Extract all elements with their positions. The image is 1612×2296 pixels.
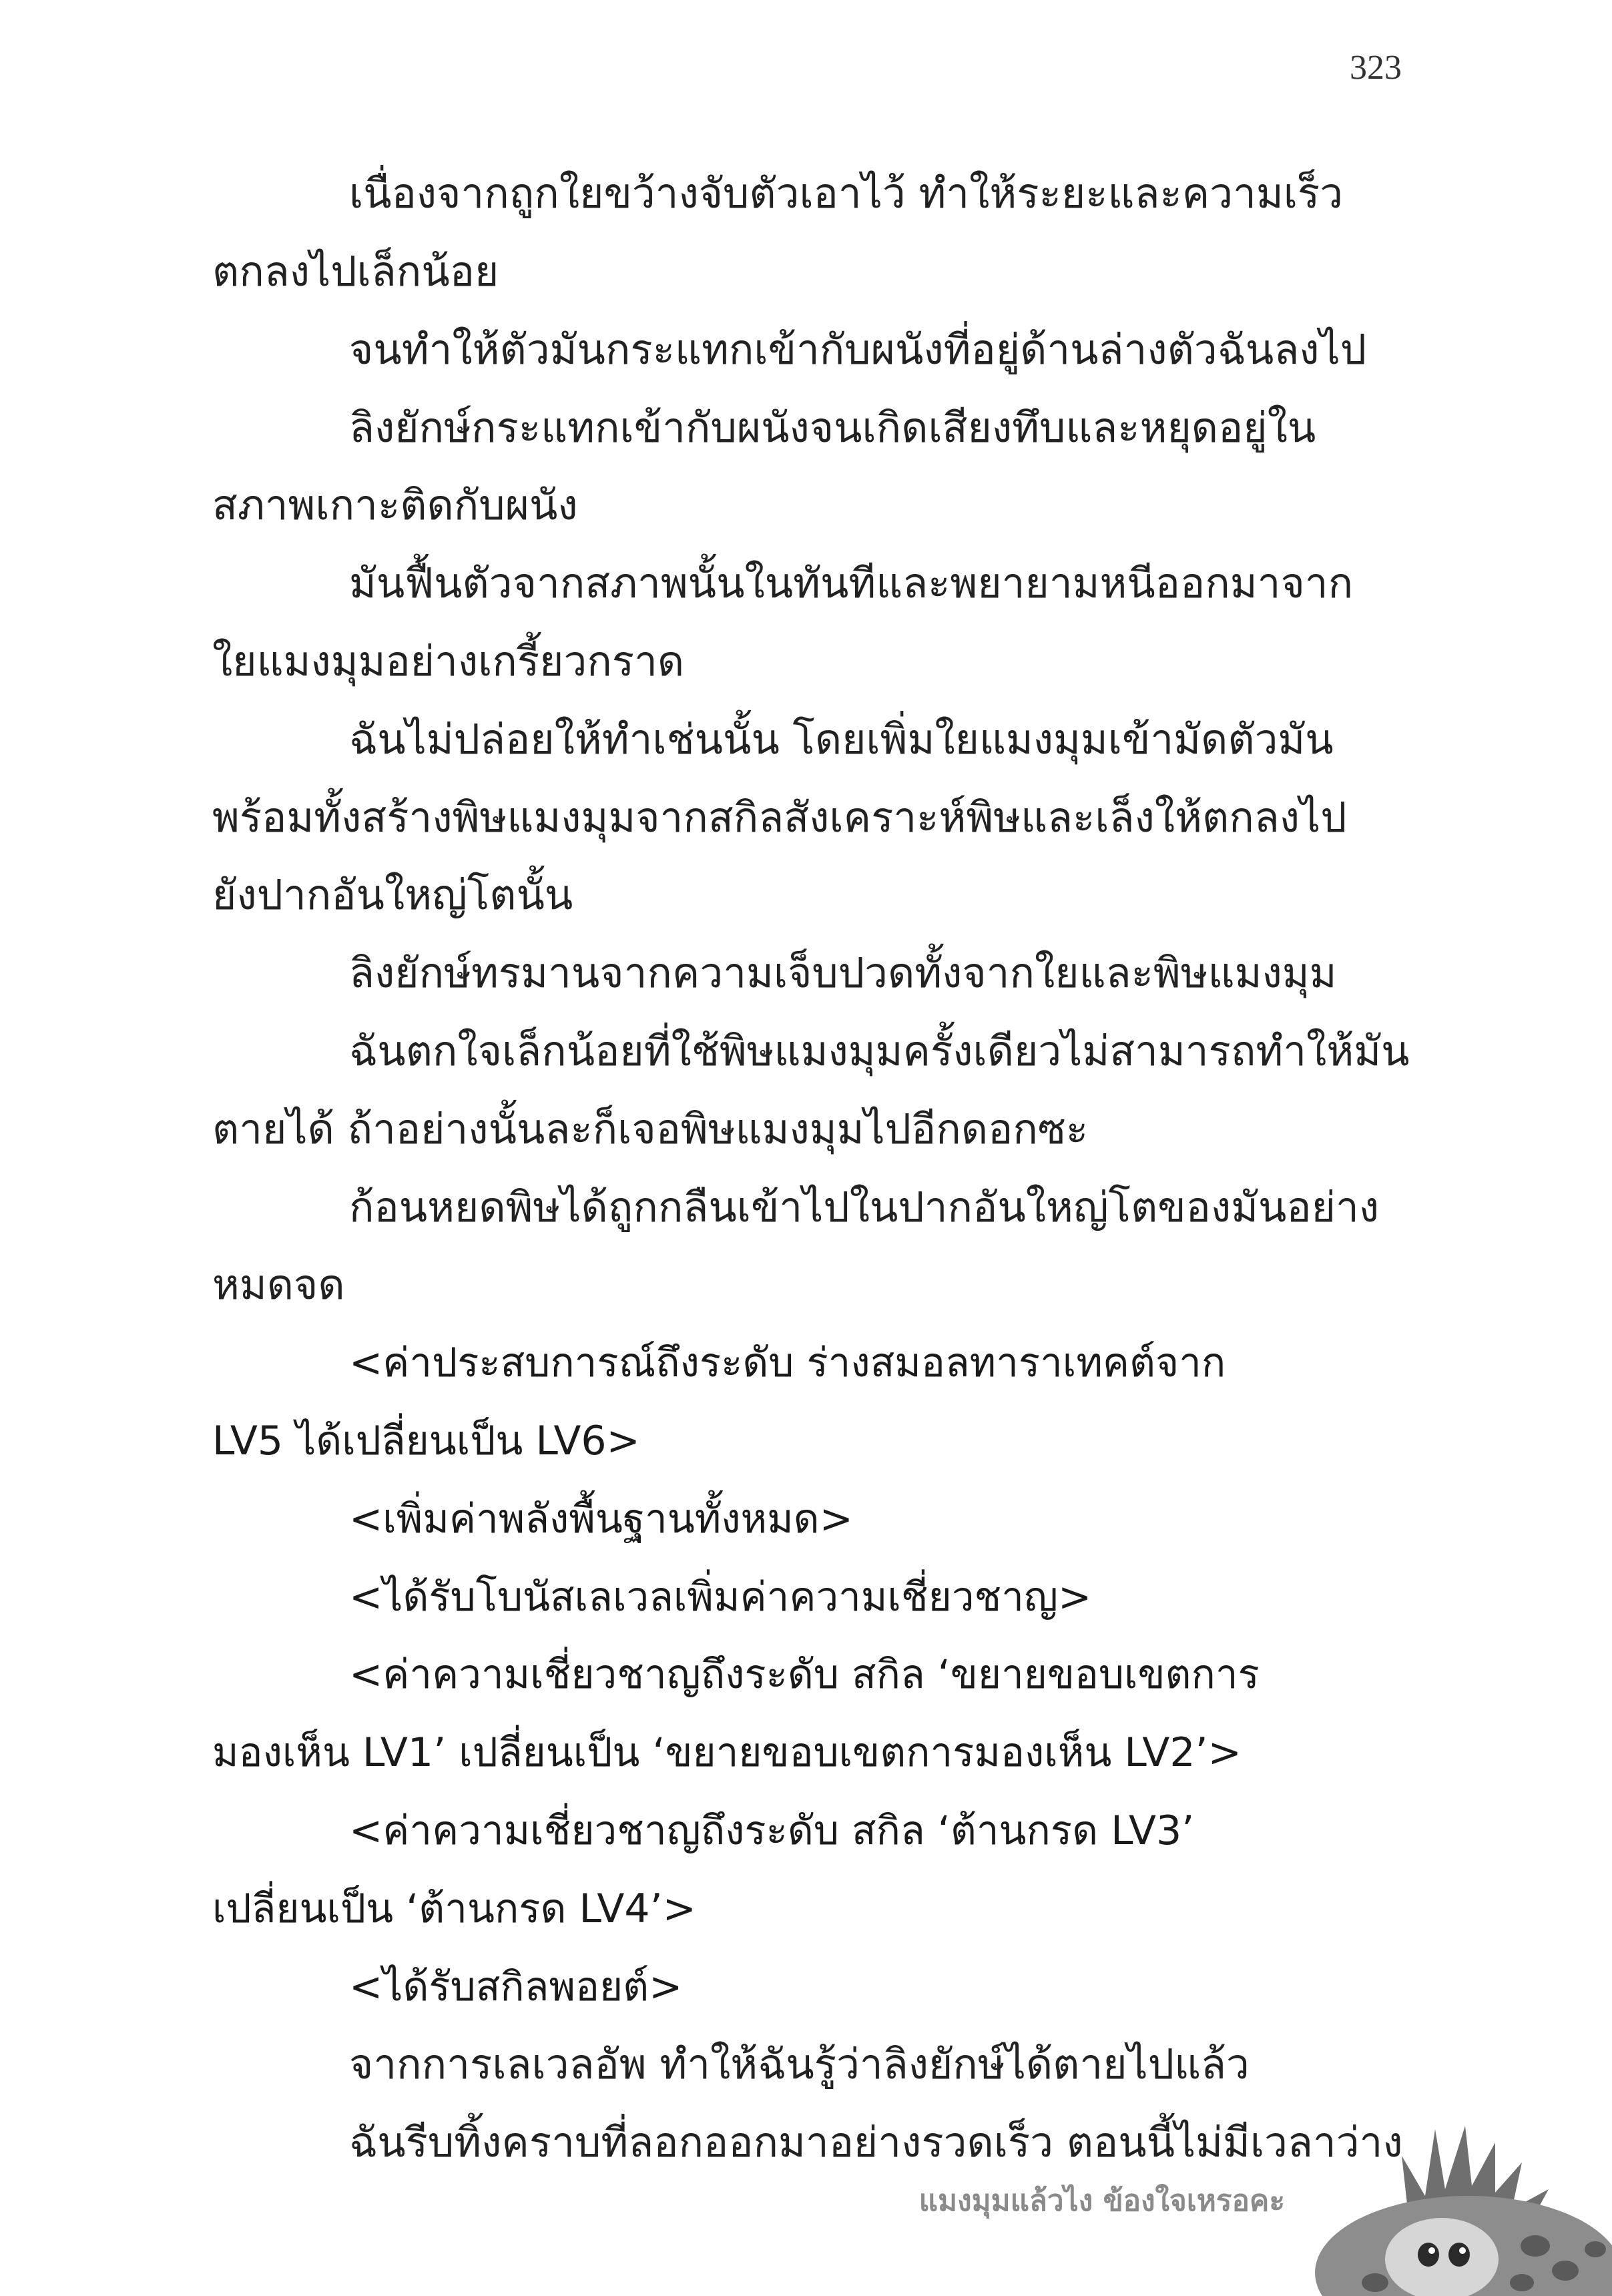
- text-line: ตกลงไปเล็กน้อย: [212, 247, 499, 296]
- system-message-line: <เพิ่มค่าพลังพื้นฐานทั้งหมด>: [349, 1496, 853, 1542]
- footer-book-title: แมงมุมแล้วไง ข้องใจเหรอคะ: [918, 2184, 1285, 2218]
- page-number: 323: [1350, 49, 1402, 87]
- text-line: ลิงยักษ์ทรมานจากความเจ็บปวดทั้งจากใยและพิษแมงมุม: [349, 948, 1337, 997]
- text-line: ลิงยักษ์กระแทกเข้ากับผนังจนเกิดเสียงทึบและหยุดอยู่ใน: [349, 403, 1316, 452]
- text-line: จนทำให้ตัวมันกระแทกเข้ากับผนังที่อยู่ด้านล่างตัวฉันลงไป: [349, 325, 1367, 374]
- system-message-line: <ค่าความเชี่ยวชาญถึงระดับ สกิล ‘ต้านกรด LV3’: [349, 1807, 1195, 1854]
- text-line: มันฟื้นตัวจากสภาพนั้นในทันทีและพยายามหนีออกมาจาก: [349, 559, 1354, 607]
- text-line: เนื่องจากถูกใยขว้างจับตัวเอาไว้ ทำให้ระยะและความเร็ว: [349, 169, 1344, 218]
- text-line: หมดจด: [212, 1260, 345, 1309]
- system-message-line: <ได้รับโบนัสเลเวลเพิ่มค่าความเชี่ยวชาญ>: [349, 1574, 1092, 1621]
- text-line: ฉันไม่ปล่อยให้ทำเช่นนั้น โดยเพิ่มใยแมงมุมเข้ามัดตัวมัน: [349, 715, 1334, 764]
- text-line: จากการเลเวลอัพ ทำให้ฉันรู้ว่าลิงยักษ์ได้ตายไปแล้ว: [349, 2040, 1250, 2088]
- text-line: สภาพเกาะติดกับผนัง: [212, 481, 578, 529]
- system-message-line: <ค่าประสบการณ์ถึงระดับ ร่างสมอลทาราเทคต์จาก: [349, 1340, 1226, 1386]
- system-message-line: <ค่าความเชี่ยวชาญถึงระดับ สกิล ‘ขยายขอบเขตการ: [349, 1651, 1260, 1698]
- spider-mascot-illustration: [1302, 2116, 1612, 2296]
- text-line: พร้อมทั้งสร้างพิษแมงมุมจากสกิลสังเคราะห์พิษและเล็งให้ตกลงไป: [212, 793, 1347, 842]
- system-message-line: LV5 ได้เปลี่ยนเป็น LV6>: [212, 1418, 640, 1464]
- system-message-line: <ได้รับสกิลพอยต์>: [349, 1964, 683, 2010]
- text-line: ฉันรีบทิ้งคราบที่ลอกออกมาอย่างรวดเร็ว ตอนนี้ไม่มีเวลาว่าง: [349, 2118, 1403, 2167]
- text-line: ก้อนหยดพิษได้ถูกกลืนเข้าไปในปากอันใหญ่โตของมันอย่าง: [349, 1183, 1380, 1231]
- text-line: ฉันตกใจเล็กน้อยที่ใช้พิษแมงมุมครั้งเดียวไม่สามารถทำให้มัน: [349, 1027, 1410, 1075]
- text-line: ยังปากอันใหญ่โตนั้น: [212, 870, 573, 919]
- text-line: ตายได้ ถ้าอย่างนั้นละก็เจอพิษแมงมุมไปอีกดอกซะ: [212, 1105, 1089, 1153]
- text-line: ใยแมงมุมอย่างเกรี้ยวกราด: [212, 637, 685, 685]
- system-message-line: เปลี่ยนเป็น ‘ต้านกรด LV4’>: [212, 1886, 696, 1932]
- system-message-line: มองเห็น LV1’ เปลี่ยนเป็น ‘ขยายขอบเขตการมองเห็น LV2’>: [212, 1729, 1242, 1776]
